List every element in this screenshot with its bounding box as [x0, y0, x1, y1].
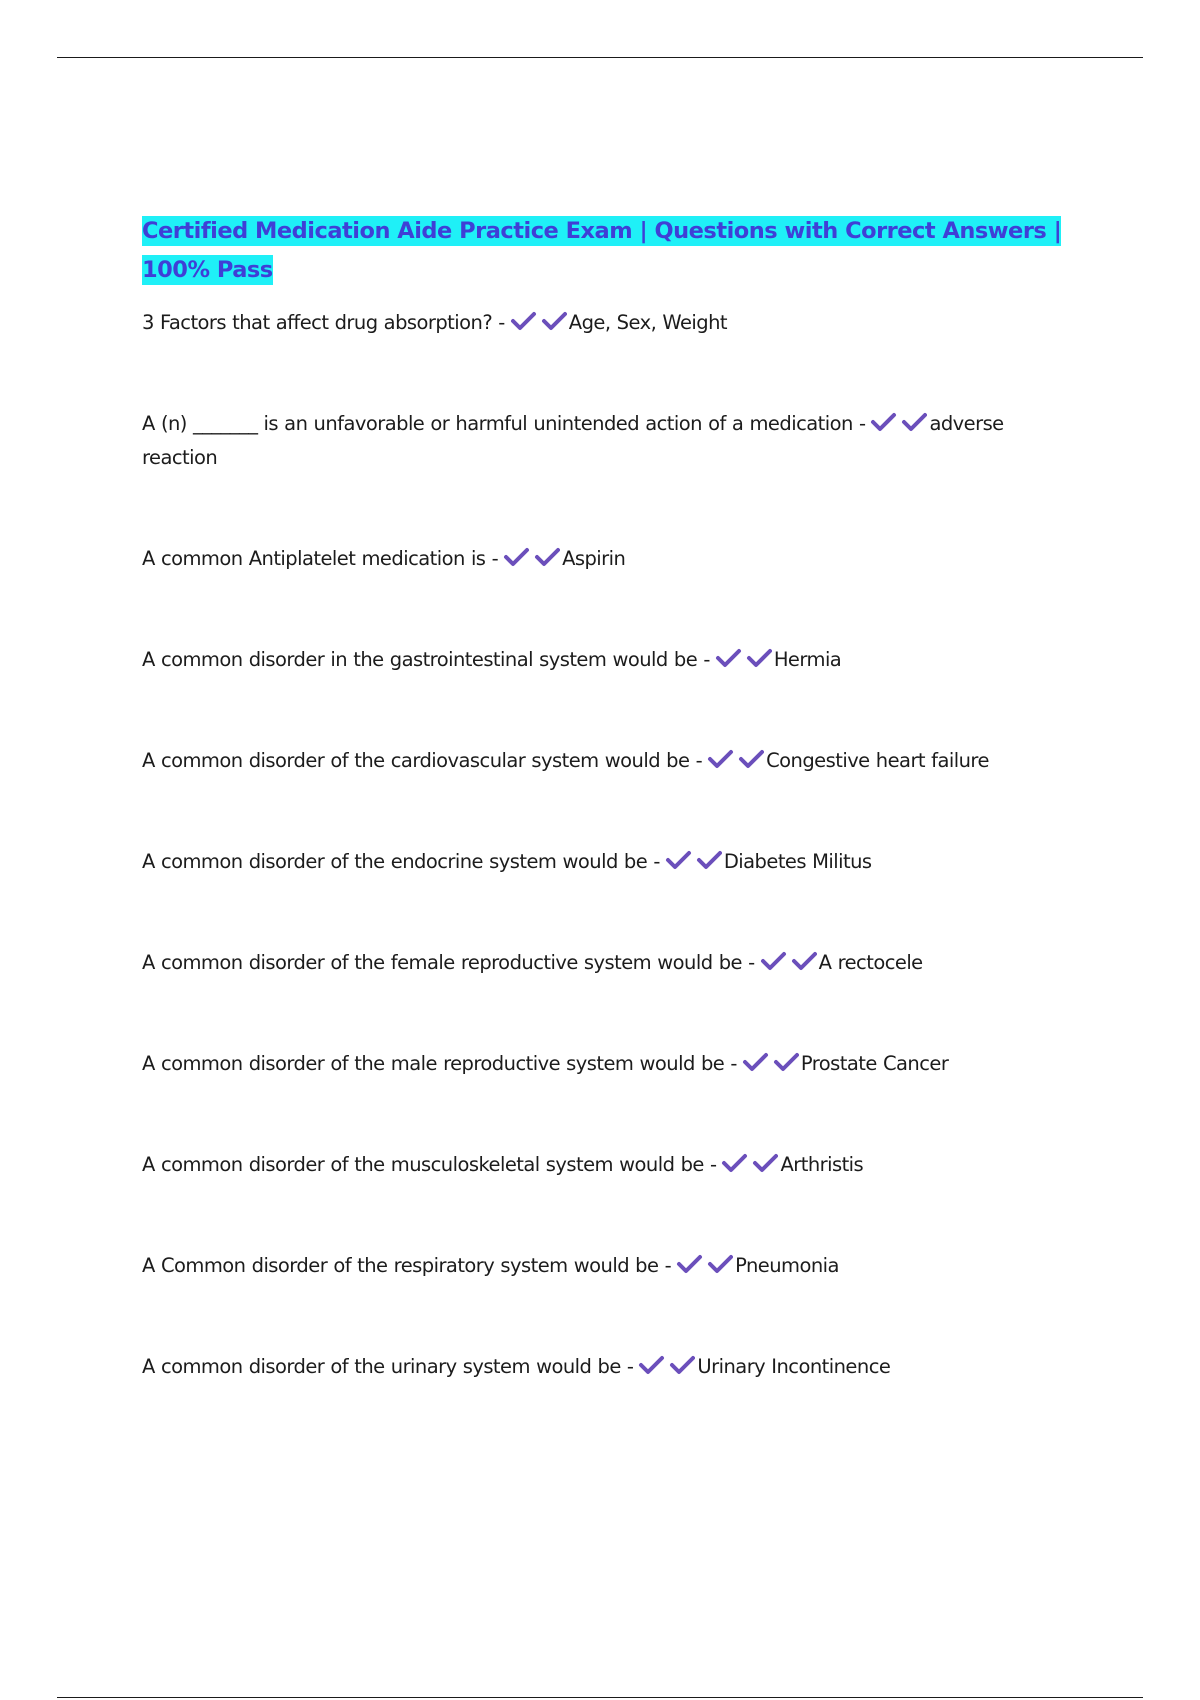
answer-text: Prostate Cancer — [800, 1052, 949, 1075]
answer-text: Age, Sex, Weight — [568, 311, 727, 334]
question-text: A common Antiplatelet medication is - — [142, 547, 499, 570]
qa-item — [142, 306, 1072, 340]
double-check-icon — [741, 1051, 799, 1073]
qa-item — [142, 744, 1072, 778]
qa-item — [142, 407, 1072, 475]
qa-item — [142, 1148, 1072, 1182]
question-text: A common disorder of the musculoskeletal system would be - — [142, 1153, 717, 1176]
qa-item — [142, 1047, 1072, 1081]
qa-item — [142, 643, 1072, 677]
question-text: A common disorder of the urinary system would be - — [142, 1355, 634, 1378]
double-check-icon — [664, 849, 722, 871]
answer-text: Congestive heart failure — [766, 749, 989, 772]
question-text: 3 Factors that affect drug absorption? - — [142, 311, 505, 334]
double-check-icon — [869, 411, 927, 433]
footer-rule — [57, 1697, 1143, 1698]
qa-item — [142, 1249, 1072, 1283]
double-check-icon — [759, 950, 817, 972]
header-rule — [57, 57, 1143, 58]
document-title-text: Certified Medication Aide Practice Exam | Questions with Correct Answers | 100% Pass — [142, 218, 1062, 283]
double-check-icon — [714, 647, 772, 669]
qa-item — [142, 946, 1072, 980]
double-check-icon — [675, 1253, 733, 1275]
document-body — [142, 212, 1072, 1384]
question-text: A common disorder of the female reproductive system would be - — [142, 951, 755, 974]
double-check-icon — [720, 1152, 778, 1174]
question-text: A common disorder of the cardiovascular system would be - — [142, 749, 703, 772]
double-check-icon — [509, 310, 567, 332]
answer-text: Hermia — [773, 648, 842, 671]
question-text: A Common disorder of the respiratory system would be - — [142, 1254, 672, 1277]
answer-text: Arthristis — [780, 1153, 864, 1176]
question-text: A common disorder of the endocrine system would be - — [142, 850, 660, 873]
question-text: A common disorder in the gastrointestinal system would be - — [142, 648, 710, 671]
qa-item — [142, 845, 1072, 879]
answer-text: A rectocele — [818, 951, 923, 974]
document-title — [142, 212, 1072, 290]
question-text: A common disorder of the male reproductive system would be - — [142, 1052, 737, 1075]
question-text: A (n) _______ is an unfavorable or harmful unintended action of a medication - — [142, 412, 866, 435]
double-check-icon — [637, 1354, 695, 1376]
answer-text: Pneumonia — [735, 1254, 839, 1277]
answer-text: Urinary Incontinence — [697, 1355, 891, 1378]
double-check-icon — [502, 546, 560, 568]
qa-item — [142, 1350, 1072, 1384]
answer-text: Diabetes Militus — [723, 850, 872, 873]
answer-text: adverse reaction — [142, 412, 1004, 469]
double-check-icon — [706, 748, 764, 770]
question-list — [142, 306, 1072, 1384]
qa-item — [142, 542, 1072, 576]
answer-text: Aspirin — [562, 547, 626, 570]
